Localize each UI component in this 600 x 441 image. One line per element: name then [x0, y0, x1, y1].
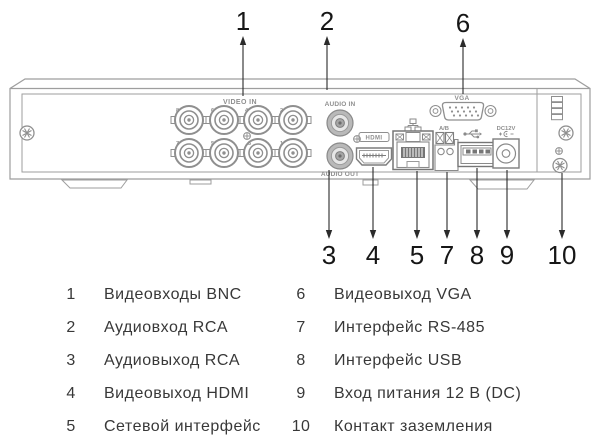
legend-item-number: 3	[66, 351, 76, 369]
legend-column-left	[58, 278, 288, 441]
screw-icon	[559, 126, 573, 140]
callout-number: 8	[469, 240, 485, 270]
legend-item-label: Контакт заземления	[334, 417, 493, 435]
legend-item	[58, 278, 288, 311]
legend-item-label: Интерфейс RS-485	[334, 318, 485, 336]
callout-number: 1	[235, 6, 251, 36]
legend-item-number: 2	[66, 318, 76, 336]
legend-item-label: Сетевой интерфейс	[104, 417, 261, 435]
legend-item-number: 9	[296, 384, 306, 402]
callout-number: 10	[547, 240, 577, 270]
hdmi-label: HDMI	[365, 135, 383, 142]
legend-column-right	[288, 278, 598, 441]
legend-item-number: 7	[296, 318, 306, 336]
ground-screw	[553, 159, 567, 173]
legend-item	[288, 410, 598, 441]
bnc-channel-label: 8	[175, 108, 179, 114]
callout-number: 7	[439, 240, 455, 270]
legend-item	[58, 410, 288, 441]
audio-out-label: AUDIO OUT	[320, 171, 360, 178]
legend-item	[288, 311, 598, 344]
legend-item	[288, 344, 598, 377]
legend-item	[58, 311, 288, 344]
legend-item-label: Аудиовход RCA	[104, 318, 229, 336]
bnc-channel-label: 6	[210, 108, 214, 114]
chassis-foot-right	[470, 180, 534, 189]
rca-audio-out-jack	[327, 143, 353, 169]
vent-slots	[552, 97, 563, 120]
legend-item-label: Интерфейс USB	[334, 351, 463, 369]
screw-icon	[20, 126, 34, 140]
callout-number: 6	[455, 8, 471, 38]
rca-audio-in-jack	[327, 110, 353, 136]
legend-item-number: 1	[66, 285, 76, 303]
chassis	[10, 79, 590, 189]
callout-number: 2	[319, 6, 335, 36]
bnc-channel-label: 3	[247, 141, 251, 147]
video-in-label: VIDEO IN	[223, 99, 257, 106]
audio-in-label: AUDIO IN	[324, 101, 356, 108]
ground-icon	[556, 148, 563, 155]
callouts-bottom	[322, 167, 577, 270]
legend-item-label: Вход питания 12 В (DC)	[334, 384, 522, 402]
legend-item	[58, 344, 288, 377]
vga-label: VGA	[454, 95, 470, 102]
legend-item	[288, 278, 598, 311]
legend-item-number: 5	[66, 417, 76, 435]
legend-item	[58, 377, 288, 410]
callout-number: 9	[499, 240, 515, 270]
legend-item-label: Видеовходы BNC	[104, 285, 242, 303]
bnc-channel-label: 7	[175, 141, 179, 147]
callout-number: 4	[365, 240, 381, 270]
chassis-tab	[363, 180, 378, 185]
legend-item-number: 10	[291, 417, 311, 435]
ground-icon	[244, 133, 251, 140]
legend-item-label: Видеовыход HDMI	[104, 384, 250, 402]
rs485-label: A/B	[439, 126, 449, 132]
bnc-channel-label: 4	[244, 108, 248, 114]
legend-item-number: 6	[296, 285, 306, 303]
legend-item-number: 8	[296, 351, 306, 369]
chassis-tab	[190, 180, 211, 184]
bnc-channel-label: 1	[279, 141, 283, 147]
legend-item-label: Видеовыход VGA	[334, 285, 472, 303]
callout-number: 5	[409, 240, 425, 270]
power-label: DC12V	[496, 126, 516, 132]
bnc-channel-label: 2	[279, 108, 283, 114]
callout-number: 3	[321, 240, 337, 270]
chassis-foot-left	[62, 180, 127, 188]
legend-item-label: Аудиовыход RCA	[104, 351, 241, 369]
legend-item	[288, 377, 598, 410]
legend-item-number: 4	[66, 384, 76, 402]
bnc-channel-label: 5	[210, 141, 214, 147]
